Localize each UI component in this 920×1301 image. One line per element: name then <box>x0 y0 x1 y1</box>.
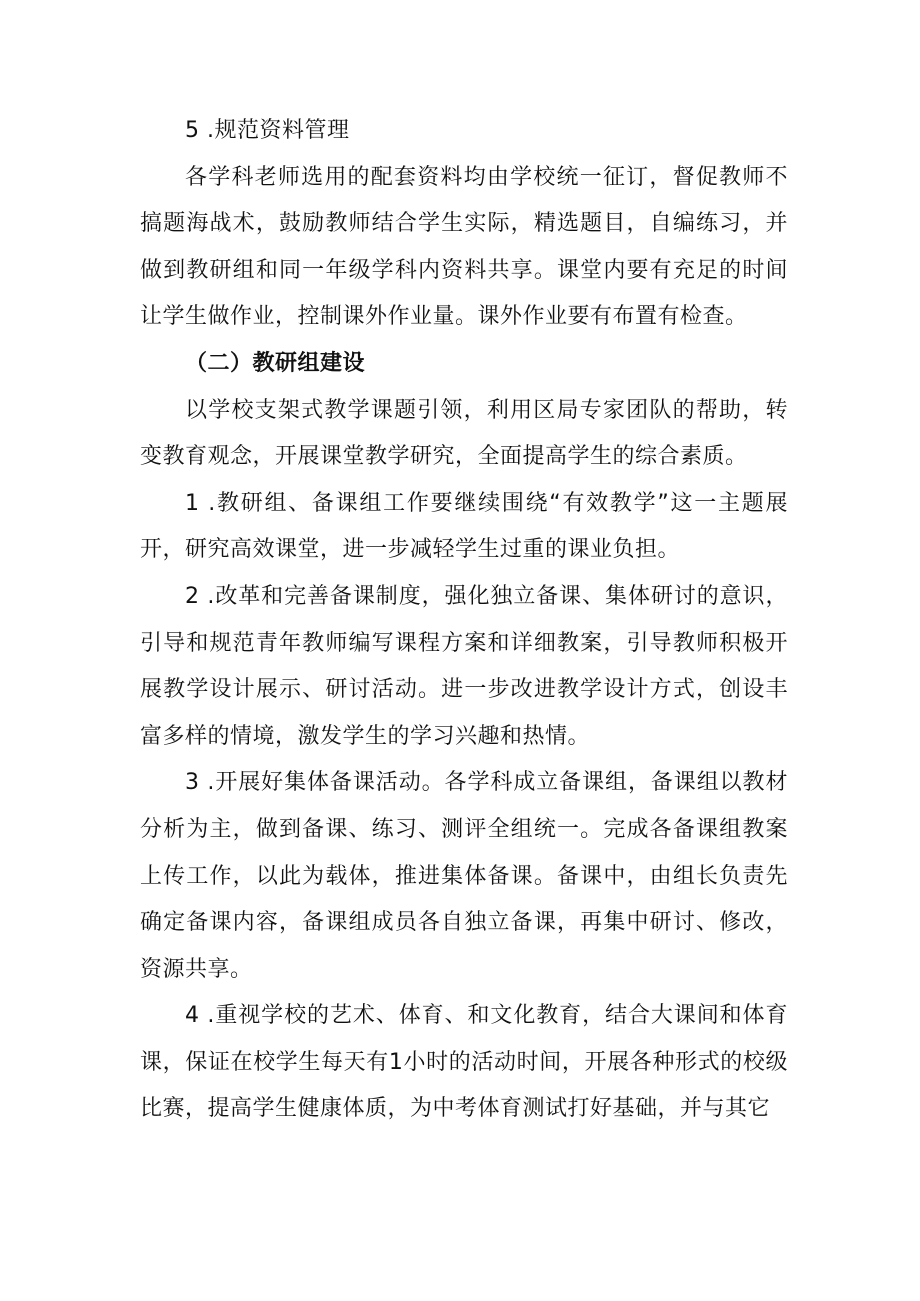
heading-teaching-research-group: （二）教研组建设 <box>185 350 366 376</box>
list-item-1: 1 .教研组、备课组工作要继续围绕“有效教学”这一主题展开，研究高效课堂，进一步减轻学生过重的课业负担。 <box>140 490 788 563</box>
paragraph-resource-management: 各学科老师选用的配套资料均由学校统一征订，督促教师不搞题海战术，鼓励教师结合学生实际，精选题目，自编练习，并做到教研组和同一年级学科内资料共享。课堂内要有充足的时间让学生做作业，控制课外作业量。课外作业要有布置有检查。 <box>140 164 788 330</box>
list-item-3: 3 .开展好集体备课活动。各学科成立备课组，备课组以教材分析为主，做到备课、练习、测评全组统一。完成各备课组教案上传工作，以此为载体，推进集体备课。备课中，由组长负责先确定备课内容，备课组成员各自独立备课，再集中研讨、修改，资源共享。 <box>140 770 788 982</box>
document-body <box>140 108 788 1133</box>
list-item-4: 4 .重视学校的艺术、体育、和文化教育，结合大课间和体育课，保证在校学生每天有1小时的活动时间，开展各种形式的校级比赛，提高学生健康体质，为中考体育测试打好基础，并与其它 <box>140 1003 788 1122</box>
paragraph-research-intro: 以学校支架式教学课题引领，利用区局专家团队的帮助，转变教育观念，开展课堂教学研究，全面提高学生的综合素质。 <box>140 397 788 470</box>
section-title-resource-management: 5 .规范资料管理 <box>185 118 350 143</box>
list-item-2: 2 .改革和完善备课制度，强化独立备课、集体研讨的意识，引导和规范青年教师编写课程方案和详细教案，引导教师积极开展教学设计展示、研讨活动。进一步改进教学设计方式，创设丰富多样的情境，激发学生的学习兴趣和热情。 <box>140 583 788 749</box>
